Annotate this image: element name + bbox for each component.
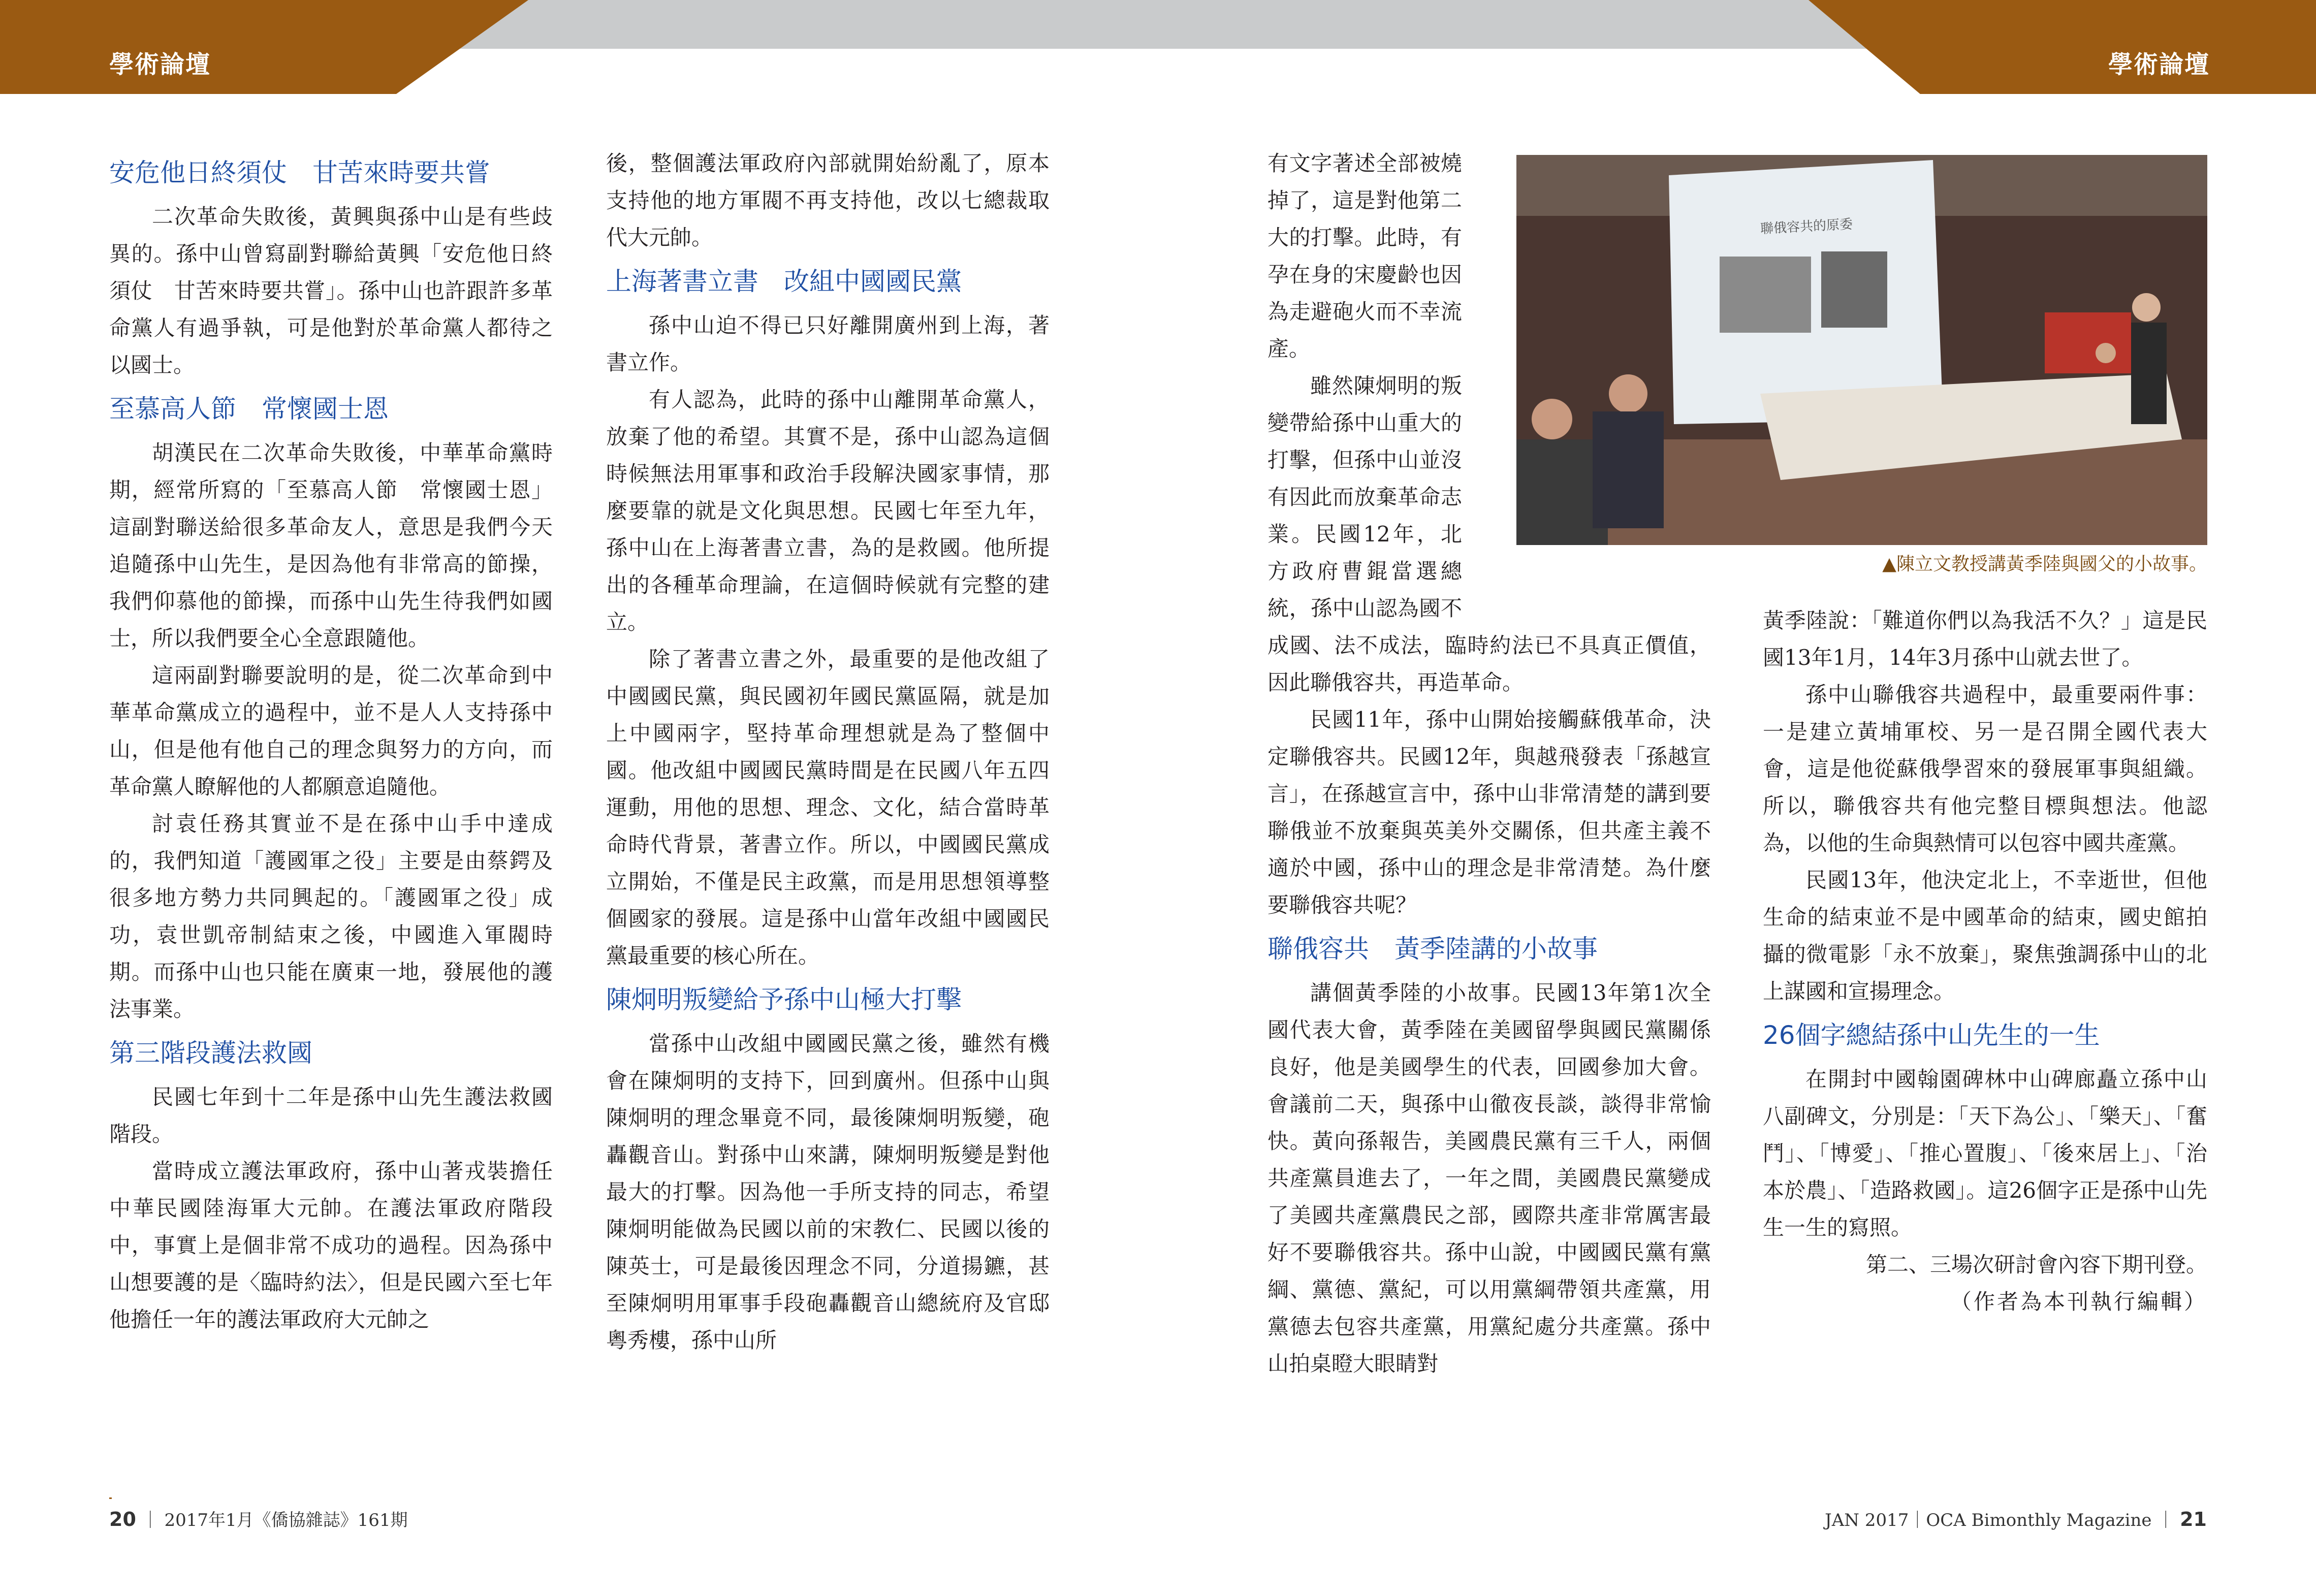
paragraph: 孫中山迫不得已只好離開廣州到上海，著書立作。 [606, 313, 1050, 375]
section-heading: 至慕高人節 常懷國士恩 [109, 394, 389, 424]
paragraph: 除了著書立書之外，最重要的是他改組了中國國民黨，與民國初年國民黨區隔，就是加上中國兩字，堅持革命理想就是為了整個中國。他改組中國國民黨時間是在民國八年五四運動，用他的思想、理念、文化，結合當時革命時代背景，著書立作。所以，中國國民黨成立開始，不僅是民主政黨，而是用思想領導整個國家的發展。這是孫中山當年改組中國國民黨最重要的核心所在。 [606, 647, 1050, 968]
paragraph: 討袁任務其實並不是在孫中山手中達成的，我們知道「護國軍之役」主要是由蔡鍔及很多地方勢力共同興起的。「護國軍之役」成功，袁世凱帝制結束之後，中國進入軍閥時期。而孫中山也只能在廣東一地，發展他的護法事業。 [109, 811, 553, 1022]
paragraph: 在開封中國翰園碑林中山碑廊矗立孫中山八副碑文，分別是：「天下為公」、「樂天」、「奮鬥」、「博愛」、「推心置腹」、「後來居上」、「治本於農」、「造路救國」。這26個字正是孫中山先生一生的寫照。 [1763, 1067, 2207, 1240]
footer-right-text: JAN 2017｜OCA Bimonthly Magazine [1825, 1510, 2152, 1530]
footer-left-text: 2017年1月《僑協雜誌》161期 [164, 1510, 408, 1530]
slide-title: 聯俄容共的原委 [1760, 216, 1853, 237]
text-column-1 [109, 147, 553, 1338]
section-label-left: 學術論壇 [109, 50, 211, 79]
footer-right: JAN 2017｜OCA Bimonthly Magazine ｜ 21 [1825, 1508, 2207, 1530]
paragraph: 孫中山聯俄容共過程中，最重要兩件事：一是建立黃埔軍校、另一是召開全國代表大會，這是他從蘇俄學習來的發展軍事與組織。所以，聯俄容共有他完整目標與想法。他認為，以他的生命與熱情可以包容中國共產黨。 [1763, 682, 2207, 855]
paragraph: 講個黃季陸的小故事。民國13年第1次全國代表大會，黃季陸在美國留學與國民黨關係良好，他是美國學生的代表，回國參加大會。會議前二天，與孫中山徹夜長談，談得非常愉快。黃向孫報告，美國農民黨有三千人，兩個共產黨員進去了，一年之間，美國農民黨變成了美國共產黨農民之部，國際共產非常厲害最好不要聯俄容共。孫中山說，中國國民黨有黨綱、黨德、黨紀，可以用黨綱帶領共產黨，用黨德去包容共產黨，用黨紀處分共產黨。孫中山拍桌瞪大眼睛對 [1267, 980, 1711, 1376]
header-left-tab [0, 0, 528, 94]
triangle-icon: ▲ [1882, 554, 1896, 574]
section-heading: 上海著書立書 改組中國國民黨 [606, 267, 962, 296]
paragraph: 當孫中山改組中國國民黨之後，雖然有機會在陳炯明的支持下，回到廣州。但孫中山與陳炯明的理念畢竟不同，最後陳炯明叛變，砲轟觀音山。對孫中山來講，陳炯明叛變是對他最大的打擊。因為他一手所支持的同志，希望陳炯明能做為民國以前的宋教仁、民國以後的陳英士，可是最後因理念不同，分道揚鑣，甚至陳炯明用軍事手段砲轟觀音山總統府及官邸粵秀樓，孫中山所 [606, 1031, 1050, 1353]
section-heading: 26個字總結孫中山先生的一生 [1763, 1020, 2100, 1050]
text-column-4 [1763, 602, 2207, 1320]
section-heading: 陳炯明叛變給予孫中山極大打擊 [606, 985, 962, 1014]
paragraph: 黃季陸說：「難道你們以為我活不久？」這是民國13年1月，14年3月孫中山就去世了。 [1763, 608, 2207, 670]
page-number-left: 20 [109, 1508, 136, 1530]
paragraph: 二次革命失敗後，黃興與孫中山是有些歧異的。孫中山曾寫副對聯給黃興「安危他日終須仗 甘苦來時要共嘗」。孫中山也許跟許多革命黨人有過爭執，可是他對於革命黨人都待之以國士。 [109, 204, 553, 377]
lecture-photo [1516, 155, 2207, 545]
section-heading: 聯俄容共 黃季陸講的小故事 [1267, 934, 1598, 964]
photo-caption [1516, 550, 2207, 576]
paragraph: 當時成立護法軍政府，孫中山著戎裝擔任中華民國陸海軍大元帥。在護法軍政府階段中，事實上是個非常不成功的過程。因為孫中山想要護的是〈臨時約法〉，但是民國六至七年他擔任一年的護法軍政府大元帥之 [109, 1159, 553, 1332]
section-heading: 第三階段護法救國 [109, 1038, 312, 1068]
photo-caption-text: 陳立文教授講黃季陸與國父的小故事。 [1896, 554, 2207, 574]
footer-rule-left [109, 1497, 112, 1499]
lecture-photo-illustration [1516, 155, 2207, 545]
paragraph: 這兩副對聯要說明的是，從二次革命到中華革命黨成立的過程中，並不是人人支持孫中山，但是他有他自己的理念與努力的方向，而革命黨人瞭解他的人都願意追隨他。 [109, 663, 553, 799]
paragraph: 有文字著述全部被燒掉了，這是對他第二大的打擊。此時，有孕在身的宋慶齡也因為走避砲火而不幸流產。 [1267, 151, 1462, 361]
paragraph: 民國13年，他決定北上，不幸逝世，但他生命的結束並不是中國革命的結束，國史館拍攝的微電影「永不放棄」，聚焦強調孫中山的北上謀國和宣揚理念。 [1763, 868, 2207, 1004]
author-note: （作者為本刊執行編輯） [1950, 1289, 2207, 1314]
page-number-right: 21 [2180, 1508, 2207, 1530]
header-right-tab [1809, 0, 2316, 94]
section-label-right: 學術論壇 [2108, 50, 2210, 79]
paragraph: 第二、三場次研討會內容下期刊登。 [1865, 1252, 2207, 1277]
footer-left: 20 ｜ 2017年1月《僑協雜誌》161期 [109, 1508, 408, 1530]
paragraph: 雖然陳炯明的叛變帶給孫中山重大的打擊，但孫中山並沒有因此而放棄革命志業。民國12年，北方政府曹錕當選總統，孫中山認為國不成國、法不成法，臨時約法已不具真正價值，因此聯俄容共，再造革命。 [1267, 373, 1711, 695]
paragraph: 胡漢民在二次革命失敗後，中華革命黨時期，經常所寫的「至慕高人節 常懷國士恩」這副對聯送給很多革命友人，意思是我們今天追隨孫中山先生，是因為他有非常高的節操，我們仰慕他的節操，而孫中山先生待我們如國士，所以我們要全心全意跟隨他。 [109, 440, 553, 651]
section-heading: 安危他日終須仗 甘苦來時要共嘗 [109, 158, 490, 187]
paragraph: 民國11年，孫中山開始接觸蘇俄革命，決定聯俄容共。民國12年，與越飛發表「孫越宣言」，在孫越宣言中，孫中山非常清楚的講到要聯俄並不放棄與英美外交關係，但共產主義不適於中國，孫中山的理念是非常清楚。為什麼要聯俄容共呢？ [1267, 707, 1711, 917]
text-column-2 [606, 145, 1050, 1359]
paragraph: 後，整個護法軍政府內部就開始紛亂了，原本支持他的地方軍閥不再支持他，改以七總裁取代大元帥。 [606, 151, 1050, 250]
paragraph: 民國七年到十二年是孫中山先生護法救國階段。 [109, 1084, 553, 1146]
paragraph: 有人認為，此時的孫中山離開革命黨人，放棄了他的希望。其實不是，孫中山認為這個時候無法用軍事和政治手段解決國家事情，那麼要靠的就是文化與思想。民國七年至九年，孫中山在上海著書立書，為的是救國。他所提出的各種革命理論，在這個時候就有完整的建立。 [606, 387, 1050, 634]
